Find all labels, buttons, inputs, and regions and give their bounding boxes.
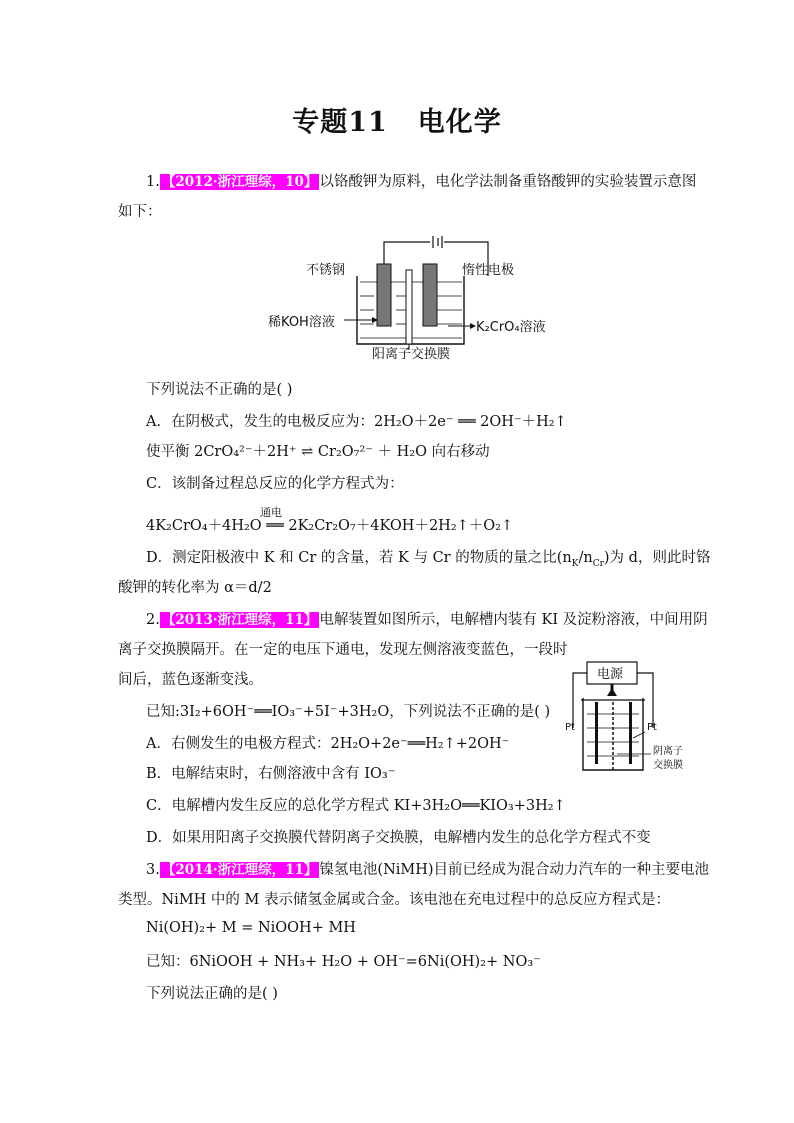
q1-option-b: 使平衡 2CrO₄²⁻＋2H⁺ ⇌ Cr₂O₇²⁻ ＋ H₂O 向右移动 <box>146 444 490 460</box>
q3-stem: 下列说法正确的是( ) <box>146 986 278 1002</box>
label-stainless-steel: 不锈钢 <box>306 263 346 278</box>
label-k2cro4-solution: K₂CrO₄溶液 <box>476 320 546 335</box>
q3-intro-b: 类型。NiMH 中的 M 表示储氢金属或合金。该电池在充电过程中的总反应方程式是： <box>118 892 670 908</box>
q1-source-tag: 【2012·浙江理综，10】 <box>161 174 318 190</box>
label-anion-membrane-b: 交换膜 <box>653 760 683 771</box>
q3-intro-text: 镍氢电池(NiMH)目前已经成为混合动力汽车的一种主要电池 <box>319 862 710 878</box>
q2-electrolysis-diagram <box>565 658 700 778</box>
q1-option-c-equation: 4K₂CrO₄＋4H₂O ══ 2K₂Cr₂O₇＋4KOH＋2H₂↑＋O₂↑ <box>146 518 514 534</box>
q2-option-c: C．电解槽内发生反应的总化学方程式 KI+3H₂O══KIO₃+3H₂↑ <box>146 798 566 814</box>
q1-option-c-condition: 通电 <box>260 506 282 519</box>
q1-stem: 下列说法不正确的是( ) <box>146 382 293 398</box>
label-cation-membrane: 阳离子交换膜 <box>372 347 451 362</box>
q1-electrolysis-diagram <box>262 234 562 364</box>
q2-option-d: D．如果用阳离子交换膜代替阴离子交换膜，电解槽内发生的总化学方程式不变 <box>146 830 651 846</box>
label-inert-electrode: 惰性电极 <box>462 263 515 278</box>
q1-option-d-cont: 酸钾的转化率为 α＝d/2 <box>118 580 272 596</box>
q2-intro: 2. 【2013·浙江理综，11】 电解装置如图所示，电解槽内装有 KI 及淀粉溶液，中间用阴 <box>146 612 708 628</box>
q1-option-c: C．该制备过程总反应的化学方程式为： <box>146 476 404 492</box>
label-power-source: 电源 <box>597 667 624 682</box>
q3-equation: Ni(OH)₂+ M = NiOOH+ MH <box>146 920 356 936</box>
q1-option-d: D．测定阳极液中 K 和 Cr 的含量，若 K 与 Cr 的物质的量之比$(n_K/n_{Cr})$为 d，则此时铬 <box>146 550 711 569</box>
q1-intro-text: 以铬酸钾为原料，电化学法制备重铬酸钾的实验装置示意图 <box>319 174 697 190</box>
q2-intro-text: 电解装置如图所示，电解槽内装有 KI 及淀粉溶液，中间用阴 <box>319 612 708 628</box>
q3-known: 已知：6NiOOH + NH₃+ H₂O + OH⁻=6Ni(OH)₂+ NO₃⁻ <box>146 954 541 970</box>
q2-option-a: A．右侧发生的电极方程式：2H₂O+2e⁻══H₂↑+2OH⁻ <box>146 736 510 752</box>
label-koh-solution: 稀KOH溶液 <box>268 315 335 330</box>
label-pt-left: Pt <box>565 722 575 733</box>
label-anion-membrane-a: 阴离子 <box>653 746 683 757</box>
title-sub: 电化学 <box>417 107 502 138</box>
label-pt-right: Pt <box>647 722 657 733</box>
q1-intro: 1. 【2012·浙江理综，10】 以铬酸钾为原料，电化学法制备重铬酸钾的实验装置示意图 <box>146 174 697 190</box>
q3-source-tag: 【2014·浙江理综，11】 <box>161 862 318 878</box>
q2-source-tag: 【2013·浙江理综，11】 <box>161 612 318 628</box>
q2-option-b: B．电解结束时，右侧溶液中含有 IO₃⁻ <box>146 766 396 782</box>
q2-intro-c: 间后，蓝色逐渐变浅。 <box>118 672 263 688</box>
q3-intro: 3. 【2014·浙江理综，11】 镍氢电池(NiMH)目前已经成为混合动力汽车的一种主要电池 <box>146 862 710 878</box>
q1-intro-b: 如下： <box>118 204 162 220</box>
q2-intro-b: 离子交换膜隔开。在一定的电压下通电，发现左侧溶液变蓝色，一段时 <box>118 642 568 658</box>
q1-option-a: A．在阴极式，发生的电极反应为：2H₂O＋2e⁻ ══ 2OH⁻＋H₂↑ <box>146 414 567 430</box>
q2-known: 已知:3I₂+6OH⁻══IO₃⁻+5I⁻+3H₂O，下列说法不正确的是( ) <box>146 704 551 720</box>
page-title <box>0 100 794 139</box>
title-main: 专题11 <box>292 107 388 138</box>
